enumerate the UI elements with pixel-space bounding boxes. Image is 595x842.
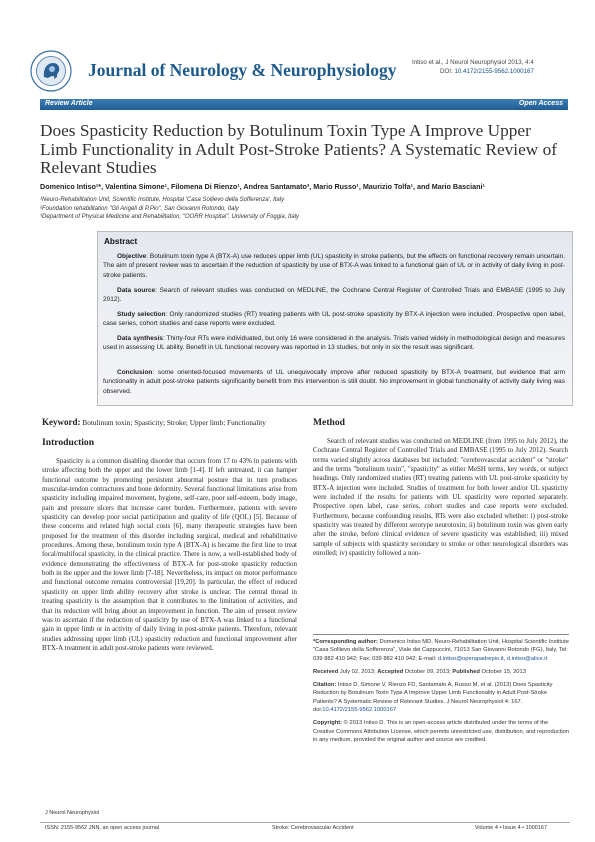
citation-label: Citation: [313, 682, 337, 689]
introduction-text: Spasticity is a common disabling disorder that occurs from 17 to 43% in patients with stroke affecting both the upper and the lower limb [1-4]. If left untreated, it can hamper functional outcome by promoting persistent abnormal posture that in turn produces muscular-tendon contractures and bone deformity. Several functional limitations arise from spasticity including impaired movement, hygiene, self-care, poor self-esteem, body image, pain and pressure ulcers that increase carer burden. Furthermore, patients with severe spasticity can develop poor social participation and quality of life (QOL) [5]. Because of these concerns and related high social costs [6], many therapeutic strategies have been proposed for the treatment of this disorder including surgical, medical and rehabilitative procedures. Among these, botulinum toxin type A (BTX-A) is became the first line to treat focal/multifocal spasticity, in the clinical practice. There is now, a well-established body of evidence demonstrating the effectiveness of BTX-A for post-stroke spasticity reduction both in the upper and the lower limb [7-18]. Nevertheless, its impact on motor performance and functional outcome remains controversial [19,20]. In particular, the effect of reduced spasticity on upper limb ability recovery after stroke is unclear. The central thread in treating spasticity is the assumption that it contributes to the limitation of activities, and that its reduction will bring about an improvement in function. The aim of present review was to ascertain if the reduction of spasticity by use of BTX-A was linked to a functional gain in upper limb or in activity of daily living in post-stroke patients. Therefore, relevant studies addressing upper limb (UL) spasticity reduction and functional improvement after BTX-A treatment in adult post-stroke patients were reviewed. [42, 457, 297, 652]
left-column [42, 417, 297, 653]
citation-text: Intiso D, Simone V, Rienzo FD, Santamato A, Russo M, et al. (2013) Does Spasticity Reduction by Botulinum Toxin Type A Improve Upper Limb Functionality in Adult Post-Stroke Patients? A Systematic Review of Relevant Studies. J Neurol Neurophysiol 4: 167. doi: [313, 682, 553, 714]
published-date: October 15, 2013 [479, 668, 526, 675]
affiliation: ¹Neuro-Rehabilitation Unit, Scientific Institute, Hospital 'Casa Sollievo della Sofferenza', Italy [40, 197, 285, 203]
header-doi [440, 68, 534, 75]
abstract-heading: Abstract [104, 237, 138, 246]
doi-label: DOI: [440, 68, 455, 75]
copyright-label: Copyright: [313, 720, 343, 727]
conclusion-label: Conclusion [117, 369, 153, 376]
paper-title: Does Spasticity Reduction by Botulinum Toxin Type A Improve Upper Limb Functionality in Adult Post-Stroke Patients? A Systematic Review of Relevant Studies [40, 121, 557, 178]
affiliation: ³Department of Physical Medicine and Rehabilitation, "OORR Hospital", University of Foggia, Italy [40, 214, 300, 221]
right-column [313, 417, 568, 558]
email-link[interactable]: d.intiso@operapadrepio.it, d.intiso@alice.it [438, 655, 548, 662]
divider [313, 634, 569, 635]
keywords-label: Keyword: [42, 417, 81, 427]
received-label: Received [313, 668, 339, 675]
abstract-data-source [103, 286, 565, 305]
conclusion-text: : some oriented-focused movements of UL unequivocally improve after reduced spasticity by BTX-A treatment, but evidence that arm functionality in adult post-stroke patients significantly benefit from this intervention is still doubt. No improvement in global functionality of activity daily living was observed. [103, 369, 565, 395]
corresponding-label: *Corresponding author: [313, 639, 378, 645]
abstract-data-synthesis [103, 334, 565, 353]
introduction-heading: Introduction [42, 437, 95, 448]
objective-text: : Botulinum toxin type A (BTX-A) use reduces upper limb (UL) spasticity in stroke patients, but the effects on functional recovery remain uncertain. The aim of present review was to ascertain if the reduction of spasticity by use of BTX-A was linked to a functional gain of UL or in activity of daily living in post-stroke patients. [103, 253, 565, 279]
objective-label: Objective [117, 253, 147, 260]
received-date: July 02, 2013; [338, 668, 378, 675]
open-access-label: Open Access [518, 100, 563, 107]
footer-issn: ISSN: 2155-9562 JNN, an open access journal [45, 825, 160, 831]
author-list: Domenico Intiso¹*, Valentina Simone¹, Filomena Di Rienzo¹, Andrea Santamato³, Mario Russo¹, Maurizio Tolfa¹, and Mario Basciani¹ [40, 182, 485, 191]
abstract-conclusion [103, 368, 565, 396]
journal-title: Journal of Neurology & Neurophysiology [88, 60, 397, 80]
affiliations [40, 196, 570, 222]
article-type: Review Article [45, 100, 93, 107]
study-selection-text: : Only randomized studies (RT) treating patients with UL post-stroke spasticity by BTX-A injection were included. Prospective open label, case series, cohort studies and case reports were excluded. [103, 311, 565, 328]
copyright-block [313, 719, 569, 744]
affiliation: ²Foundation rehabilitation "Gli Angeli di P.Pio", San Giovanni Rotondo, Italy [40, 205, 239, 212]
doi-link[interactable]: 10.4172/2155-9562.1000167 [454, 68, 534, 75]
study-selection-label: Study selection [117, 311, 166, 318]
header-citation: Intiso et al., J Neurol Neurophysiol 2013, 4:4 [412, 59, 534, 66]
accepted-date: October 09, 2013; [403, 668, 453, 675]
published-label: Published [452, 668, 480, 675]
data-source-text: : Search of relevant studies was conducted on MEDLINE, the Cochrane Central Register of Controlled Trials and EMBASE (1995 to July 2012). [103, 287, 565, 304]
keywords [42, 417, 297, 428]
accepted-label: Accepted [377, 668, 404, 675]
data-source-label: Data source [117, 287, 156, 294]
article-type-band [40, 99, 568, 110]
corresponding-text: Domenico Intiso MD, Neuro-Rehabilitation Unit, Hospital Scientific Institute "Casa Sollievo della Sofferenza", Viale dei Cappuccini, 71013 San Giovanni Rotondo (FG), Italy, Tel: 039 882 410 942; Fax: 039 882 410 942; E-mail: [313, 639, 569, 662]
footer-volume: Volume 4 • Issue 4 • 1000167 [475, 825, 548, 831]
citation-block [313, 681, 569, 714]
footer-topic: Stroke: Cerebrovascular Accident [272, 825, 354, 831]
data-synthesis-label: Data synthesis [117, 335, 163, 342]
data-synthesis-text: : Thirty-four RTs were individuated, but only 16 were considered in the analysis. Trials varied widely in methodological design and measures used in assessing UL ability. Benefit in UL functional recovery was reported in 13 studies, but only in six the result was significant. [103, 335, 565, 352]
citation-doi-link[interactable]: 10.4172/2155-9562.1000167 [322, 707, 397, 714]
keywords-text: Botulinum toxin; Spasticity; Stroke; Upper limb; Functionality [80, 418, 266, 427]
footer-divider [40, 822, 570, 823]
footer-journal: J Neurol Neurophysiol [45, 810, 100, 816]
abstract-objective [103, 252, 565, 280]
dates [313, 668, 569, 676]
method-heading: Method [313, 417, 345, 428]
correspondence-block [313, 638, 569, 749]
abstract-study-selection [103, 310, 565, 329]
copyright-text: © 2013 Intiso D. This is an open-access article distributed under the terms of the Creative Commons Attribution License, which permits unrestricted use, distribution, and reproduction in any medium, provided the original author and source are credited. [313, 720, 569, 743]
corresponding-author [313, 638, 569, 663]
method-text: Search of relevant studies was conducted on MEDLINE (from 1995 to July 2012), the Cochrane Central Register of Controlled Trials and EMBASE (1995 to July 2012). Search terms varied slightly across databases but included: "cerebrovascular accident" or "stroke" and the terms "botulinum toxin", "spasticity" as either MeSH terms, key words, or subject headings. Only randomized studies (RT) treating patients with UL post-stroke spasticity by BTX-A injection were included. Studies of treatment for both lower and/or UL spasticity were included if the results for patients with UL spasticity were reported separately. Prospective open label, case series, cohort studies and case reports were excluded. Furthermore, because confounding results, RTs were also excluded whether: i) post-stroke spasticity was treated by different serotype neurotoxin; ii) botulinum toxin was given early after the stroke, before clinical evidence of severe spasticity was established; iii) mixed sample of subjects with spasticity secondary to stroke or other neurological disorders was enrolled; iv) spasticity followed a non- [313, 437, 568, 558]
journal-logo [30, 50, 72, 92]
